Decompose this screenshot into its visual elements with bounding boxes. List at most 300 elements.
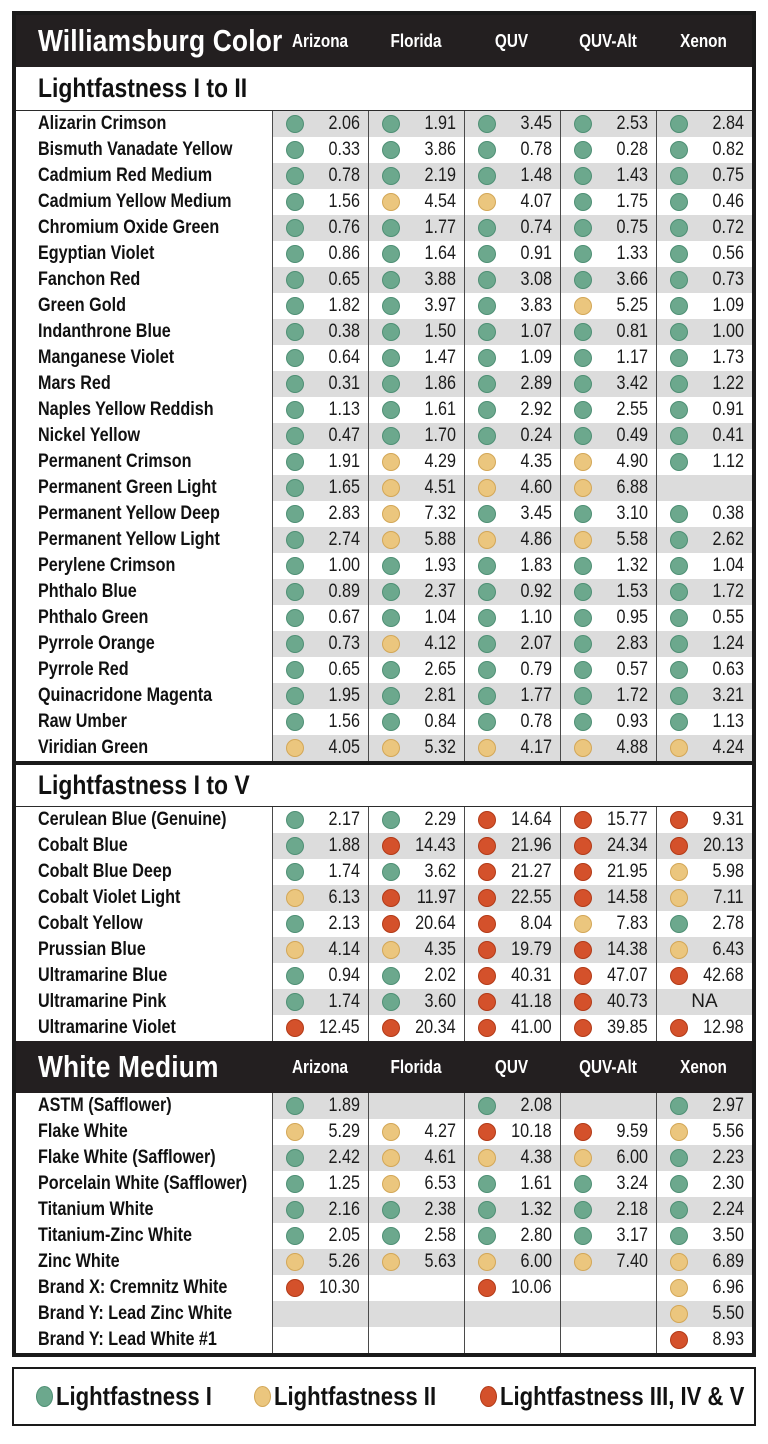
table-row xyxy=(16,1093,752,1119)
cell-value: 4.38 xyxy=(520,1147,552,1168)
lightfastness-i-dot-icon xyxy=(382,245,400,263)
value-cell xyxy=(272,1145,368,1171)
lightfastness-iii-v-dot-icon xyxy=(574,993,592,1011)
value-cell xyxy=(560,1015,656,1041)
cell-value: 8.04 xyxy=(520,913,552,934)
cell-value: 2.58 xyxy=(424,1225,456,1246)
color-name-cell xyxy=(16,937,272,963)
lightfastness-i-dot-icon xyxy=(670,1201,688,1219)
value-cell xyxy=(656,885,752,911)
lightfastness-i-dot-icon xyxy=(382,115,400,133)
lightfastness-iii-v-dot-icon xyxy=(478,1019,496,1037)
value-cell xyxy=(368,937,464,963)
cell-value: 0.55 xyxy=(712,607,744,628)
cell-value: 5.50 xyxy=(712,1303,744,1324)
lightfastness-i-dot-icon xyxy=(286,245,304,263)
cell-value: 1.53 xyxy=(616,581,648,602)
value-cell xyxy=(464,709,560,735)
lightfastness-i-dot-icon xyxy=(478,713,496,731)
lightfastness-i-dot-icon xyxy=(382,297,400,315)
lightfastness-i-dot-icon xyxy=(574,583,592,601)
color-name: Cobalt Blue Deep xyxy=(38,861,172,882)
color-name-cell xyxy=(16,397,272,423)
lightfastness-i-dot-icon xyxy=(478,661,496,679)
table-row xyxy=(16,631,752,657)
legend xyxy=(12,1367,756,1426)
lightfastness-i-dot-icon xyxy=(286,635,304,653)
lightfastness-iii-v-dot-icon xyxy=(382,1019,400,1037)
value-cell xyxy=(272,449,368,475)
value-cell xyxy=(368,423,464,449)
cell-value: 6.89 xyxy=(712,1251,744,1272)
lightfastness-i-dot-icon xyxy=(670,505,688,523)
value-cell xyxy=(560,241,656,267)
cell-value: 1.91 xyxy=(328,451,360,472)
value-cell xyxy=(272,371,368,397)
value-cell xyxy=(560,423,656,449)
color-name-cell xyxy=(16,859,272,885)
value-cell xyxy=(368,267,464,293)
lightfastness-i-dot-icon xyxy=(382,609,400,627)
cell-value: 12.98 xyxy=(703,1017,744,1038)
cell-value-na: NA xyxy=(691,991,718,1012)
color-name: Phthalo Green xyxy=(38,607,149,628)
cell-value: 1.83 xyxy=(520,555,552,576)
value-cell xyxy=(272,501,368,527)
cell-value: 0.28 xyxy=(616,139,648,160)
color-name: Naples Yellow Reddish xyxy=(38,399,214,420)
legend-label: Lightfastness I xyxy=(56,1381,212,1411)
lightfastness-iii-v-dot-icon xyxy=(478,915,496,933)
color-name: Perylene Crimson xyxy=(38,555,176,576)
value-cell xyxy=(272,1119,368,1145)
color-name-cell xyxy=(16,371,272,397)
cell-value: 0.82 xyxy=(712,139,744,160)
cell-value: 3.45 xyxy=(520,113,552,134)
lightfastness-i-dot-icon xyxy=(382,219,400,237)
value-cell xyxy=(272,605,368,631)
color-name: Phthalo Blue xyxy=(38,581,137,602)
lightfastness-i-dot-icon xyxy=(478,1227,496,1245)
value-cell xyxy=(464,631,560,657)
cell-value: 2.83 xyxy=(328,503,360,524)
lightfastness-i-dot-icon xyxy=(670,115,688,133)
value-cell xyxy=(272,423,368,449)
value-cell xyxy=(464,605,560,631)
lightfastness-i-dot-icon xyxy=(478,349,496,367)
lightfastness-ii-dot-icon xyxy=(478,453,496,471)
value-cell xyxy=(464,1223,560,1249)
value-cell xyxy=(272,1275,368,1301)
cell-value: 1.77 xyxy=(520,685,552,706)
cell-value: 0.94 xyxy=(328,965,360,986)
color-name-cell xyxy=(16,319,272,345)
value-cell xyxy=(368,735,464,761)
lightfastness-iii-v-dot-icon xyxy=(574,811,592,829)
value-cell xyxy=(464,1197,560,1223)
cell-value: 4.51 xyxy=(424,477,456,498)
lightfastness-ii-dot-icon xyxy=(478,1149,496,1167)
value-cell xyxy=(656,1301,752,1327)
value-cell xyxy=(464,807,560,833)
cell-value: 14.43 xyxy=(415,835,456,856)
cell-value: 5.88 xyxy=(424,529,456,550)
value-cell xyxy=(560,937,656,963)
cell-value: 2.24 xyxy=(712,1199,744,1220)
lightfastness-i-dot-icon xyxy=(286,1149,304,1167)
color-name: Permanent Green Light xyxy=(38,477,217,498)
value-cell xyxy=(656,215,752,241)
lightfastness-ii-dot-icon xyxy=(574,479,592,497)
cell-value: 4.54 xyxy=(424,191,456,212)
value-cell xyxy=(656,111,752,137)
color-name-cell xyxy=(16,833,272,859)
cell-value: 5.58 xyxy=(616,529,648,550)
lightfastness-i-dot-icon xyxy=(574,1201,592,1219)
value-cell xyxy=(368,241,464,267)
value-cell xyxy=(368,657,464,683)
cell-value: 2.55 xyxy=(616,399,648,420)
cell-value: 1.17 xyxy=(616,347,648,368)
value-cell xyxy=(656,267,752,293)
color-name: Egyptian Violet xyxy=(38,243,155,264)
lightfastness-i-dot-icon xyxy=(670,1175,688,1193)
lightfastness-i-dot-icon xyxy=(286,661,304,679)
lightfastness-i-dot-icon xyxy=(670,453,688,471)
lightfastness-i-dot-icon xyxy=(670,167,688,185)
value-cell xyxy=(560,397,656,423)
lightfastness-i-dot-icon xyxy=(478,1201,496,1219)
value-cell xyxy=(656,1223,752,1249)
lightfastness-ii-dot-icon xyxy=(574,1149,592,1167)
cell-value: 2.38 xyxy=(424,1199,456,1220)
value-cell xyxy=(368,1119,464,1145)
value-cell xyxy=(656,1249,752,1275)
cell-value: 1.74 xyxy=(328,861,360,882)
table-row xyxy=(16,423,752,449)
color-name: Mars Red xyxy=(38,373,111,394)
value-cell xyxy=(656,735,752,761)
lightfastness-i-dot-icon xyxy=(670,687,688,705)
table-row xyxy=(16,111,752,137)
cell-value: 0.65 xyxy=(328,269,360,290)
value-cell xyxy=(464,989,560,1015)
table-row xyxy=(16,911,752,937)
cell-value: 2.97 xyxy=(712,1095,744,1116)
value-cell xyxy=(464,735,560,761)
color-name: Permanent Crimson xyxy=(38,451,192,472)
value-cell xyxy=(272,937,368,963)
lightfastness-i-dot-icon xyxy=(574,557,592,575)
cell-value: 3.21 xyxy=(712,685,744,706)
lightfastness-i-dot-icon xyxy=(670,557,688,575)
lightfastness-i-dot-icon xyxy=(286,349,304,367)
value-cell xyxy=(272,833,368,859)
table-row xyxy=(16,683,752,709)
value-cell xyxy=(656,475,752,501)
section-title-lightfastness-i-to-ii: Lightfastness I to II xyxy=(16,67,752,111)
cell-value: 0.63 xyxy=(712,659,744,680)
lightfastness-ii-dot-icon xyxy=(670,889,688,907)
lightfastness-i-dot-icon xyxy=(382,661,400,679)
lightfastness-ii-dot-icon xyxy=(478,739,496,757)
value-cell xyxy=(272,241,368,267)
cell-value: 11.97 xyxy=(416,887,456,908)
lightfastness-i-dot-icon xyxy=(382,427,400,445)
value-cell xyxy=(560,319,656,345)
lightfastness-ii-dot-icon xyxy=(574,531,592,549)
value-cell xyxy=(272,397,368,423)
cell-value: 21.27 xyxy=(511,861,552,882)
value-cell xyxy=(656,241,752,267)
cell-value: 7.83 xyxy=(616,913,648,934)
value-cell xyxy=(464,911,560,937)
lightfastness-i-dot-icon xyxy=(382,687,400,705)
color-name-cell xyxy=(16,657,272,683)
cell-value: 2.13 xyxy=(328,913,360,934)
section-rows-white-medium xyxy=(16,1093,752,1353)
cell-value: 2.81 xyxy=(424,685,456,706)
value-cell xyxy=(656,1197,752,1223)
value-cell xyxy=(272,1197,368,1223)
column-header-florida: Florida xyxy=(390,1056,442,1077)
lightfastness-i-dot-icon xyxy=(382,993,400,1011)
lightfastness-i-dot-icon xyxy=(670,609,688,627)
cell-value: 1.47 xyxy=(424,347,456,368)
cell-value: 1.73 xyxy=(712,347,744,368)
value-cell xyxy=(368,807,464,833)
value-cell xyxy=(368,1223,464,1249)
value-cell xyxy=(272,709,368,735)
color-name-cell xyxy=(16,1327,272,1353)
lightfastness-iii-v-dot-icon xyxy=(574,967,592,985)
lightfastness-i-dot-icon xyxy=(574,193,592,211)
table-row xyxy=(16,1119,752,1145)
table-row xyxy=(16,189,752,215)
color-name-cell xyxy=(16,1015,272,1041)
table-row xyxy=(16,807,752,833)
color-name: Cobalt Yellow xyxy=(38,913,143,934)
color-name-cell xyxy=(16,449,272,475)
cell-value: 5.32 xyxy=(424,737,456,758)
value-cell xyxy=(368,449,464,475)
cell-value: 1.70 xyxy=(424,425,456,446)
value-cell xyxy=(368,371,464,397)
cell-value: 3.42 xyxy=(616,373,648,394)
lightfastness-iii-v-dot-icon xyxy=(478,941,496,959)
cell-value: 0.93 xyxy=(616,711,648,732)
color-name: Prussian Blue xyxy=(38,939,146,960)
lightfastness-ii-dot-icon xyxy=(670,1279,688,1297)
lightfastness-iii-v-dot-icon xyxy=(382,889,400,907)
cell-value: 2.89 xyxy=(520,373,552,394)
cell-value: 1.25 xyxy=(328,1173,360,1194)
value-cell xyxy=(656,137,752,163)
value-cell xyxy=(656,1093,752,1119)
value-cell xyxy=(560,345,656,371)
table-row xyxy=(16,475,752,501)
cell-value: 0.41 xyxy=(712,425,744,446)
value-cell xyxy=(272,553,368,579)
value-cell xyxy=(560,963,656,989)
value-cell xyxy=(272,137,368,163)
cell-value: 3.62 xyxy=(424,861,456,882)
color-name-cell xyxy=(16,475,272,501)
cell-value: 6.96 xyxy=(712,1277,744,1298)
lightfastness-ii-dot-icon xyxy=(670,863,688,881)
value-cell xyxy=(464,397,560,423)
cell-value: 0.74 xyxy=(520,217,552,238)
value-cell xyxy=(368,189,464,215)
cell-value: 6.43 xyxy=(712,939,744,960)
lightfastness-i-dot-icon xyxy=(382,863,400,881)
value-cell xyxy=(656,911,752,937)
cell-value: 0.86 xyxy=(328,243,360,264)
cell-value: 2.23 xyxy=(712,1147,744,1168)
lightfastness-i-dot-icon xyxy=(574,713,592,731)
cell-value: 1.32 xyxy=(520,1199,552,1220)
lightfastness-i-dot-icon xyxy=(478,557,496,575)
cell-value: 0.24 xyxy=(520,425,552,446)
color-name-cell xyxy=(16,709,272,735)
value-cell xyxy=(560,1145,656,1171)
cell-value: 0.78 xyxy=(328,165,360,186)
cell-value: 3.83 xyxy=(520,295,552,316)
value-cell xyxy=(656,1119,752,1145)
lightfastness-i-dot-icon xyxy=(478,427,496,445)
value-cell xyxy=(656,631,752,657)
color-name: Bismuth Vanadate Yellow xyxy=(38,139,233,160)
lightfastness-i-dot-icon xyxy=(670,323,688,341)
value-cell xyxy=(560,293,656,319)
lightfastness-ii-dot-icon xyxy=(382,1253,400,1271)
cell-value: 0.78 xyxy=(520,139,552,160)
cell-value: 0.78 xyxy=(520,711,552,732)
table-row xyxy=(16,657,752,683)
lightfastness-i-dot-icon xyxy=(286,967,304,985)
value-cell xyxy=(272,189,368,215)
cell-value: 41.00 xyxy=(511,1017,552,1038)
value-cell xyxy=(272,345,368,371)
table-row xyxy=(16,293,752,319)
color-name: Titanium White xyxy=(38,1199,154,1220)
column-header-quv-alt: QUV-Alt xyxy=(579,30,637,51)
cell-value: 1.10 xyxy=(520,607,552,628)
lightfastness-iii-v-dot-icon xyxy=(478,1279,496,1297)
lightfastness-i-dot-icon xyxy=(286,427,304,445)
table-row xyxy=(16,859,752,885)
table-row xyxy=(16,501,752,527)
value-cell xyxy=(560,1223,656,1249)
lightfastness-ii-dot-icon xyxy=(382,739,400,757)
value-cell xyxy=(464,267,560,293)
lightfastness-i-dot-icon xyxy=(670,401,688,419)
value-cell xyxy=(560,1275,656,1301)
lightfastness-i-dot-icon xyxy=(670,193,688,211)
color-name: Quinacridone Magenta xyxy=(38,685,213,706)
cell-value: 7.32 xyxy=(424,503,456,524)
color-name: Cadmium Yellow Medium xyxy=(38,191,232,212)
cell-value: 2.37 xyxy=(424,581,456,602)
lightfastness-i-dot-icon xyxy=(670,375,688,393)
lightfastness-i-dot-icon xyxy=(478,167,496,185)
lightfastness-ii-dot-icon xyxy=(574,297,592,315)
color-name: Raw Umber xyxy=(38,711,127,732)
value-cell xyxy=(656,345,752,371)
cell-value: 0.84 xyxy=(424,711,456,732)
color-name: Manganese Violet xyxy=(38,347,175,368)
white-medium-header xyxy=(16,1041,752,1093)
value-cell xyxy=(464,111,560,137)
cell-value: 6.88 xyxy=(616,477,648,498)
value-cell xyxy=(272,859,368,885)
value-cell xyxy=(464,215,560,241)
color-name-cell xyxy=(16,1145,272,1171)
lightfastness-i-dot-icon xyxy=(574,375,592,393)
value-cell xyxy=(656,1327,752,1353)
lightfastness-ii-dot-icon xyxy=(670,941,688,959)
lightfastness-i-dot-icon xyxy=(670,583,688,601)
cell-value: 2.42 xyxy=(328,1147,360,1168)
color-name: Ultramarine Violet xyxy=(38,1017,176,1038)
value-cell xyxy=(560,371,656,397)
lightfastness-i-dot-icon xyxy=(670,297,688,315)
value-cell xyxy=(368,885,464,911)
lightfastness-i-dot-icon xyxy=(286,167,304,185)
lightfastness-i-dot-icon xyxy=(478,219,496,237)
lightfastness-i-dot-icon xyxy=(478,271,496,289)
lightfastness-ii-dot-icon xyxy=(670,1305,688,1323)
section-title-lightfastness-i-to-v: Lightfastness I to V xyxy=(16,765,752,807)
lightfastness-i-dot-icon xyxy=(478,687,496,705)
color-name-cell xyxy=(16,215,272,241)
cell-value: 0.38 xyxy=(712,503,744,524)
cell-value: 1.09 xyxy=(712,295,744,316)
value-cell xyxy=(368,989,464,1015)
value-cell xyxy=(368,553,464,579)
value-cell xyxy=(560,859,656,885)
value-cell xyxy=(272,963,368,989)
cell-value: 1.86 xyxy=(424,373,456,394)
value-cell xyxy=(656,423,752,449)
cell-value: 3.66 xyxy=(616,269,648,290)
color-name-cell xyxy=(16,885,272,911)
cell-value: 40.73 xyxy=(607,991,648,1012)
value-cell xyxy=(464,579,560,605)
cell-value: 4.12 xyxy=(424,633,456,654)
value-cell xyxy=(560,1197,656,1223)
lightfastness-i-dot-icon xyxy=(478,141,496,159)
value-cell xyxy=(368,215,464,241)
color-name: Pyrrole Orange xyxy=(38,633,155,654)
cell-value: 1.04 xyxy=(712,555,744,576)
color-name-cell xyxy=(16,1301,272,1327)
cell-value: 3.97 xyxy=(424,295,456,316)
table-row xyxy=(16,1327,752,1353)
color-name: Cobalt Blue xyxy=(38,835,128,856)
color-name: Flake White (Safflower) xyxy=(38,1147,216,1168)
lightfastness-i-dot-icon xyxy=(286,271,304,289)
table-header xyxy=(16,15,752,67)
value-cell xyxy=(272,1093,368,1119)
value-cell xyxy=(464,241,560,267)
value-cell xyxy=(656,709,752,735)
value-cell xyxy=(368,1327,464,1353)
value-cell xyxy=(464,319,560,345)
lightfastness-i-dot-icon xyxy=(574,349,592,367)
cell-value: 6.53 xyxy=(424,1173,456,1194)
cell-value: 2.29 xyxy=(424,809,456,830)
